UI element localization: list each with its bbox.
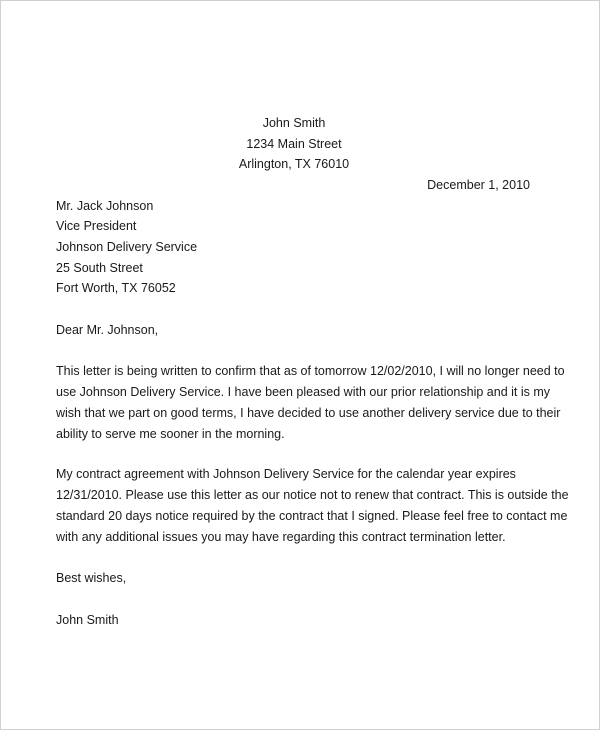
- paragraph2-line: standard 20 days notice required by the contract that I signed. Please feel free to contact me: [56, 509, 568, 523]
- recipient-street: 25 South Street: [56, 261, 143, 275]
- sender-name: John Smith: [262, 116, 326, 130]
- paragraph1-line: use Johnson Delivery Service. I have been pleased with our prior relationship and it is my: [56, 385, 551, 399]
- closing: Best wishes,: [56, 571, 127, 585]
- recipient-name: Mr. Jack Johnson: [56, 199, 154, 213]
- sender-city: Arlington, TX 76010: [238, 157, 350, 171]
- paragraph2-line: 12/31/2010. Please use this letter as our notice not to renew that contract. This is outside the: [56, 488, 569, 502]
- sender-street: 1234 Main Street: [246, 137, 342, 151]
- recipient-title: Vice President: [56, 219, 137, 233]
- recipient-company: Johnson Delivery Service: [56, 240, 198, 254]
- paragraph1-line: wish that we part on good terms, I have decided to use another delivery service due to their: [56, 406, 561, 420]
- letter-date: December 1, 2010: [427, 178, 530, 192]
- paragraph1-line: This letter is being written to confirm that as of tomorrow 12/02/2010, I will no longer need to: [56, 364, 565, 378]
- salutation: Dear Mr. Johnson,: [56, 323, 159, 337]
- paragraph1-line: ability to serve me sooner in the morning.: [56, 427, 285, 441]
- paragraph2-line: My contract agreement with Johnson Delivery Service for the calendar year expires: [56, 467, 516, 481]
- signature: John Smith: [56, 613, 119, 627]
- recipient-city: Fort Worth, TX 76052: [56, 281, 176, 295]
- paragraph2-line: with any additional issues you may have regarding this contract termination letter.: [56, 530, 506, 544]
